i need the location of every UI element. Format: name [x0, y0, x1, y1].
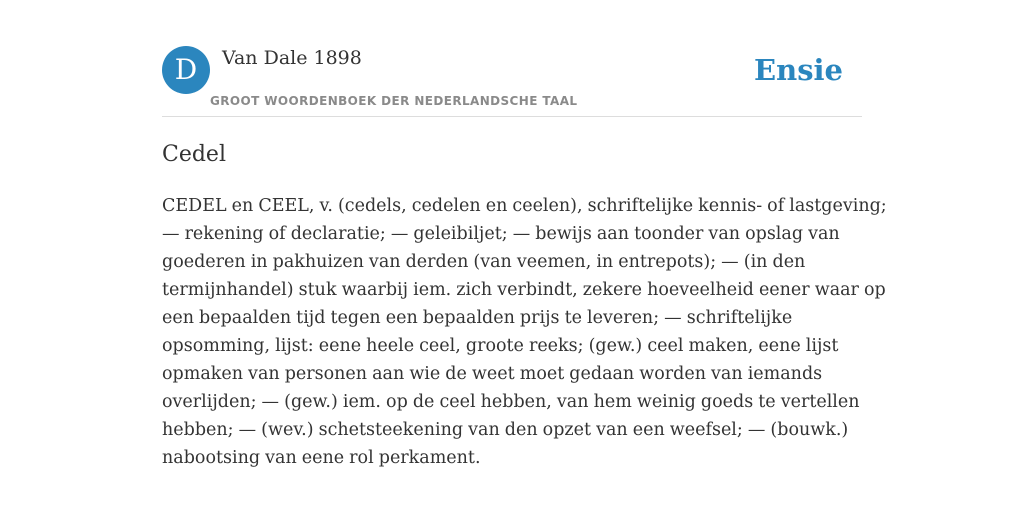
source-avatar[interactable]: D	[162, 46, 210, 94]
definition-line: termijnhandel) stuk waarbij iem. zich verbindt, zekere hoeveelheid eener waar op	[162, 280, 886, 300]
ensie-logo-link[interactable]: Ensie	[754, 53, 843, 87]
entry-title: Cedel	[162, 142, 226, 167]
entry-definition	[162, 192, 887, 472]
definition-line: opmaken van personen aan wie de weet moet gedaan worden van iemands	[162, 364, 823, 384]
definition-line: een bepaalden tijd tegen een bepaalden prijs te leveren; — schriftelijke	[162, 308, 793, 328]
source-title[interactable]: Van Dale 1898	[222, 47, 362, 69]
definition-line: goederen in pakhuizen van derden (van veemen, in entrepots); — (in den	[162, 252, 806, 272]
definition-line: — rekening of declaratie; — geleibiljet; — bewijs aan toonder van opslag van	[162, 224, 840, 244]
definition-line: hebben; — (wev.) schetsteekening van den opzet van een weefsel; — (bouwk.)	[162, 420, 849, 440]
source-subtitle: GROOT WOORDENBOEK DER NEDERLANDSCHE TAAL	[210, 94, 578, 108]
definition-line: CEDEL en CEEL, v. (cedels, cedelen en ceelen), schriftelijke kennis- of lastgeving;	[162, 196, 887, 216]
definition-line: nabootsing van eene rol perkament.	[162, 448, 481, 468]
definition-line: opsomming, lijst: eene heele ceel, groote reeks; (gew.) ceel maken, eene lijst	[162, 336, 839, 356]
source-header	[162, 46, 862, 117]
definition-line: overlijden; — (gew.) iem. op de ceel hebben, van hem weinig goeds te vertellen	[162, 392, 860, 412]
